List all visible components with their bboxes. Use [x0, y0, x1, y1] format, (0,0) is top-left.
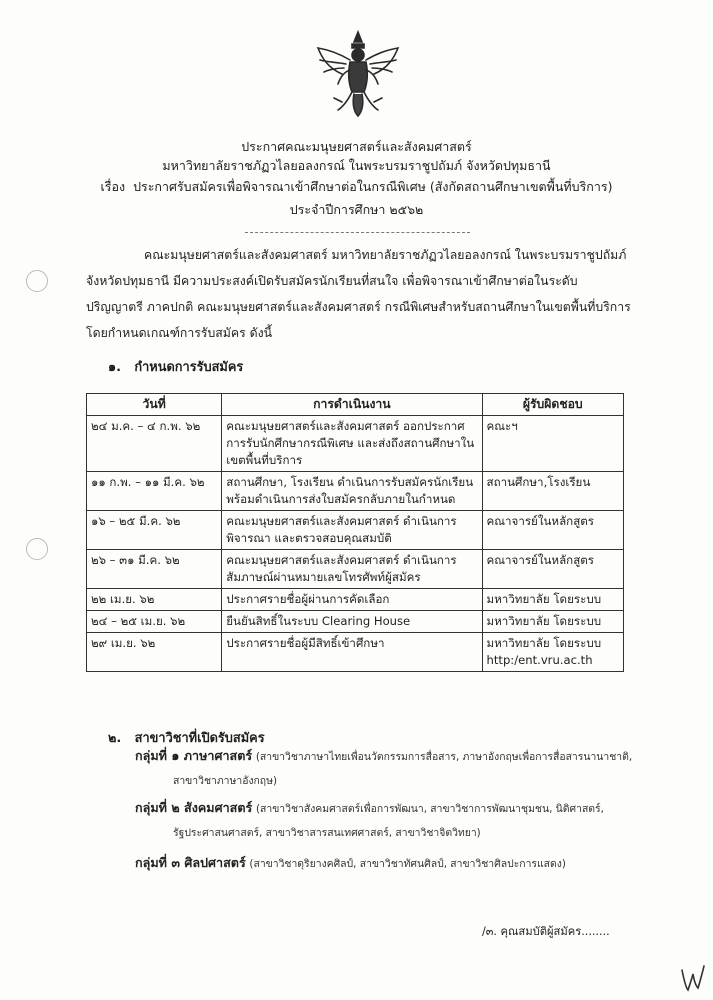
action-cell: ประกาศรายชื่อผู้ผ่านการคัดเลือก [222, 589, 482, 611]
table-row [87, 511, 624, 550]
date-cell: ๒๔ – ๒๕ เม.ย. ๖๒ [87, 611, 222, 633]
subject-text: ประกาศรับสมัครเพื่อพิจารณาเข้าศึกษาต่อในกรณีพิเศษ (สังกัดสถานศึกษาเขตพื้นที่บริการ) [133, 179, 613, 194]
group-detail: (สาขาวิชาภาษาไทยเพื่อนวัตกรรมการสื่อสาร, ภาษาอังกฤษเพื่อการสื่อสารนานาชาติ, [255, 751, 633, 763]
owner-cell [482, 633, 624, 672]
intro-line: คณะมนุษยศาสตร์และสังคมศาสตร์ มหาวิทยาลัยราชภัฏวไลยอลงกรณ์ ในพระบรมราชูปถัมภ์ [144, 248, 627, 262]
group-3 [135, 851, 655, 876]
column-header-date: วันที่ [87, 394, 222, 416]
action-cell: สถานศึกษา, โรงเรียน ดำเนินการรับสมัครนักเรียน พร้อมดำเนินการส่งใบสมัครกลับภายในกำหนด [222, 472, 482, 511]
group-label: กลุ่มที่ ๑ ภาษาศาสตร์ [135, 748, 253, 763]
section-title: สาขาวิชาที่เปิดรับสมัคร [134, 731, 265, 746]
owner-cell: มหาวิทยาลัย โดยระบบ [482, 589, 624, 611]
group-label: กลุ่มที่ ๓ ศิลปศาสตร์ [135, 855, 246, 870]
group-detail: (สาขาวิชาดุริยางคศิลป์, สาขาวิชาทัศนศิลป์, สาขาวิชาศิลปะการแสดง) [249, 858, 566, 870]
header-divider [245, 232, 470, 233]
date-cell: ๑๖ – ๒๕ มี.ค. ๖๒ [87, 511, 222, 550]
table-row [87, 472, 624, 511]
garuda-emblem-icon [312, 28, 404, 120]
owner-text: มหาวิทยาลัย โดยระบบ [486, 636, 602, 650]
intro-line: ปริญญาตรี ภาคปกติ คณะมนุษยศาสตร์และสังคมศาสตร์ กรณีพิเศษสำหรับสถานศึกษาในเขตพื้นที่บริการ [86, 300, 631, 314]
column-header-owner: ผู้รับผิดชอบ [482, 394, 624, 416]
table-row [87, 550, 624, 589]
group-1 [135, 744, 655, 793]
action-cell: คณะมนุษยศาสตร์และสังคมศาสตร์ ดำเนินการพิจารณา และตรวจสอบคุณสมบัติ [222, 511, 482, 550]
punch-hole-mark [26, 270, 48, 292]
handwritten-initial-icon [678, 962, 708, 998]
date-cell: ๒๔ ม.ค. – ๔ ก.พ. ๖๒ [87, 416, 222, 472]
table-row [87, 416, 624, 472]
owner-cell: คณะฯ [482, 416, 624, 472]
continuation-note: /๓. คุณสมบัติผู้สมัคร........ [482, 925, 610, 938]
action-cell: คณะมนุษยศาสตร์และสังคมศาสตร์ ออกประกาศการรับนักศึกษากรณีพิเศษ และส่งถึงสถานศึกษาในเขตพื้นที่บริการ [222, 416, 482, 472]
table-row [87, 633, 624, 672]
group-label: กลุ่มที่ ๒ สังคมศาสตร์ [135, 800, 253, 815]
action-cell: ยืนยันสิทธิ์ในระบบ Clearing House [222, 611, 482, 633]
subject-label: เรื่อง [100, 179, 126, 194]
date-cell: ๒๒ เม.ย. ๖๒ [87, 589, 222, 611]
group-detail: รัฐประศาสนศาสตร์, สาขาวิชาสารสนเทศศาสตร์, สาขาวิชาจิตวิทยา) [173, 827, 481, 839]
table-row [87, 611, 624, 633]
intro-line: จังหวัดปทุมธานี มีความประสงค์เปิดรับสมัครนักเรียนที่สนใจ เพื่อพิจารณาเข้าศึกษาต่อในระดับ [86, 274, 578, 288]
date-cell: ๑๑ ก.พ. – ๑๑ มี.ค. ๖๒ [87, 472, 222, 511]
header-line-1: ประกาศคณะมนุษยศาสตร์และสังคมศาสตร์ [241, 139, 472, 154]
section-title: กำหนดการรับสมัคร [134, 360, 244, 375]
date-cell: ๒๖ – ๓๑ มี.ค. ๖๒ [87, 550, 222, 589]
website-url: http:/ent.vru.ac.th [486, 653, 593, 667]
table-row [87, 589, 624, 611]
date-cell: ๒๙ เม.ย. ๖๒ [87, 633, 222, 672]
schedule-table [86, 393, 624, 672]
owner-cell: มหาวิทยาลัย โดยระบบ [482, 611, 624, 633]
section-number: ๑. [108, 360, 121, 375]
punch-hole-mark [26, 538, 48, 560]
header-line-2: มหาวิทยาลัยราชภัฏวไลยอลงกรณ์ ในพระบรมราชูปถัมภ์ จังหวัดปทุมธานี [162, 158, 551, 173]
owner-cell: สถานศึกษา,โรงเรียน [482, 472, 624, 511]
section-1-heading [108, 356, 243, 377]
owner-cell: คณาจารย์ในหลักสูตร [482, 511, 624, 550]
group-2 [135, 796, 655, 845]
owner-cell: คณาจารย์ในหลักสูตร [482, 550, 624, 589]
table-header-row [87, 394, 624, 416]
intro-paragraph [86, 242, 641, 346]
header-academic-year: ประจำปีการศึกษา ๒๕๖๒ [289, 202, 424, 217]
group-detail: (สาขาวิชาสังคมศาสตร์เพื่อการพัฒนา, สาขาวิชาการพัฒนาชุมชน, นิติศาสตร์, [255, 803, 604, 815]
action-cell: คณะมนุษยศาสตร์และสังคมศาสตร์ ดำเนินการสัมภาษณ์ผ่านหมายเลขโทรศัพท์ผู้สมัคร [222, 550, 482, 589]
group-detail: สาขาวิชาภาษาอังกฤษ) [173, 775, 278, 787]
header-subject [0, 177, 713, 196]
intro-line: โดยกำหนดเกณฑ์การรับสมัคร ดังนี้ [86, 326, 273, 340]
column-header-action: การดำเนินงาน [222, 394, 482, 416]
section-number: ๒. [108, 731, 122, 746]
action-cell: ประกาศรายชื่อผู้มีสิทธิ์เข้าศึกษา [222, 633, 482, 672]
